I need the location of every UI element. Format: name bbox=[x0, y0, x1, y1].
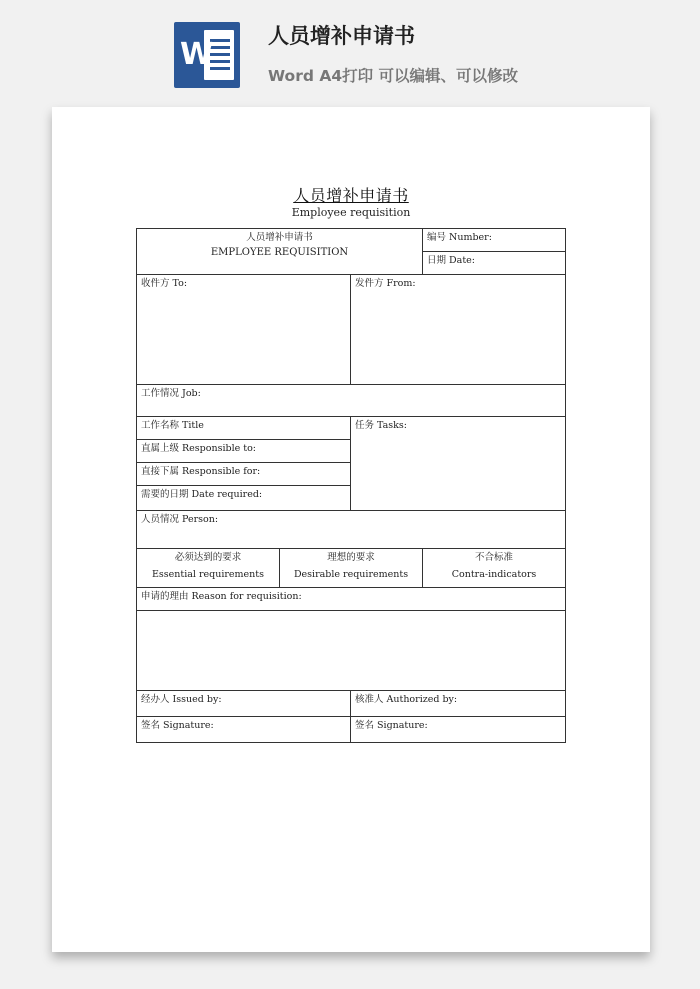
signature-left-field[interactable]: 签名 Signature: bbox=[137, 717, 351, 743]
from-field[interactable]: 发件方 From: bbox=[351, 275, 566, 385]
essential-requirements-en: Essential requirements bbox=[151, 569, 264, 580]
document-title-cn: 人员增补申请书 bbox=[293, 186, 409, 205]
issued-by-field[interactable]: 经办人 Issued by: bbox=[137, 691, 351, 717]
number-field[interactable]: 编号 Number: bbox=[423, 229, 566, 252]
form-heading-cn: 人员增补申请书 bbox=[246, 232, 313, 243]
contra-indicators-en: Contra-indicators bbox=[451, 569, 537, 580]
header-subtitle: Word A4打印 可以编辑、可以修改 bbox=[268, 67, 519, 85]
job-field[interactable]: 工作情况 Job: bbox=[137, 385, 566, 417]
date-field[interactable]: 日期 Date: bbox=[423, 252, 566, 275]
responsible-for-field[interactable]: 直接下属 Responsible for: bbox=[137, 463, 351, 486]
document-page bbox=[52, 107, 650, 952]
desirable-requirements-en: Desirable requirements bbox=[293, 569, 409, 580]
document-title-block bbox=[52, 183, 650, 219]
reason-field[interactable] bbox=[137, 611, 566, 691]
form-heading-en: EMPLOYEE REQUISITION bbox=[210, 247, 349, 258]
header-title: 人员增补申请书 bbox=[268, 24, 415, 48]
authorized-by-field[interactable]: 核准人 Authorized by: bbox=[351, 691, 566, 717]
reason-label: 申请的理由 Reason for requisition: bbox=[137, 588, 566, 611]
desirable-requirements-cn: 理想的要求 bbox=[327, 552, 375, 563]
to-field[interactable]: 收件方 To: bbox=[137, 275, 351, 385]
contra-indicators-cn: 不合标准 bbox=[475, 552, 514, 563]
person-field[interactable]: 人员情况 Person: bbox=[137, 511, 566, 549]
tasks-field[interactable]: 任务 Tasks: bbox=[351, 417, 566, 511]
word-icon-letter: W bbox=[180, 37, 214, 72]
requisition-form-table bbox=[136, 228, 566, 743]
form-heading-cell bbox=[137, 229, 423, 275]
document-title-en: Employee requisition bbox=[291, 206, 411, 219]
essential-requirements-cell[interactable] bbox=[137, 549, 280, 588]
date-required-field[interactable]: 需要的日期 Date required: bbox=[137, 486, 351, 511]
title-field[interactable]: 工作名称 Title bbox=[137, 417, 351, 440]
desirable-requirements-cell[interactable] bbox=[280, 549, 423, 588]
preview-header bbox=[0, 0, 700, 105]
essential-requirements-cn: 必须达到的要求 bbox=[174, 552, 242, 563]
signature-right-field[interactable]: 签名 Signature: bbox=[351, 717, 566, 743]
responsible-to-field[interactable]: 直属上级 Responsible to: bbox=[137, 440, 351, 463]
word-document-icon bbox=[174, 22, 240, 88]
contra-indicators-cell[interactable] bbox=[423, 549, 566, 588]
